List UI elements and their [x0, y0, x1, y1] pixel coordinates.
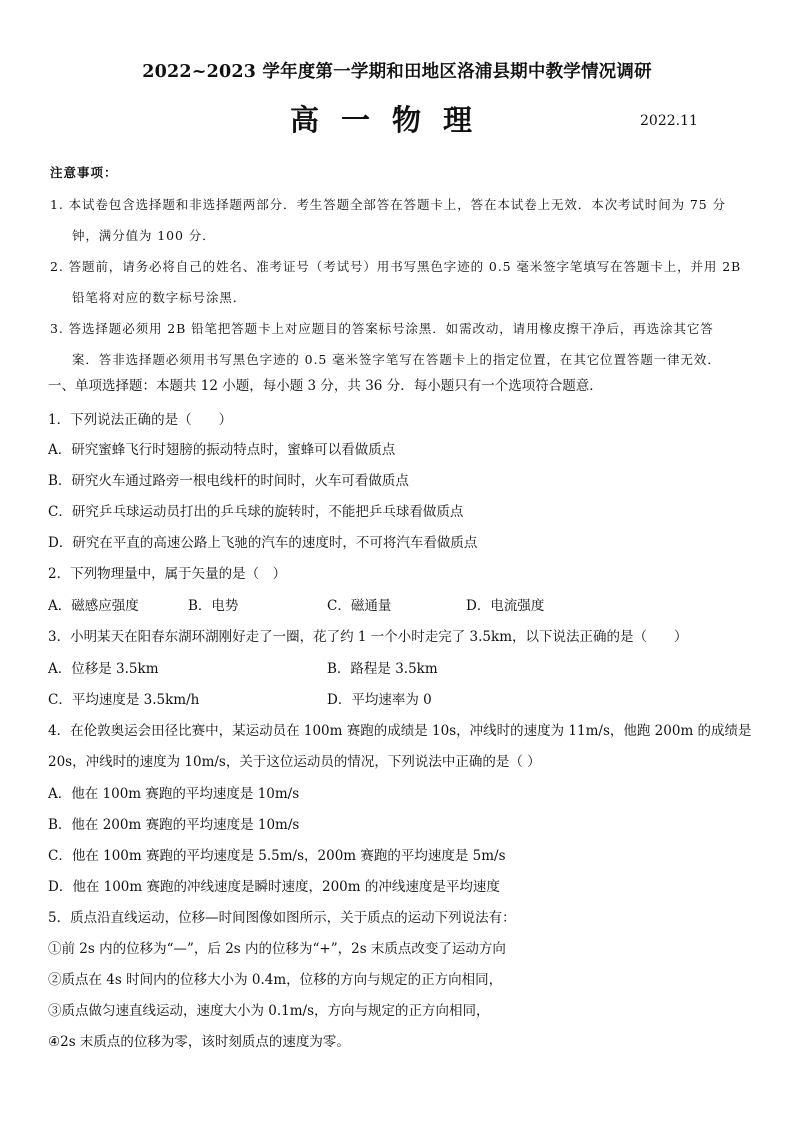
question-5-stem: 5．质点沿直线运动，位移—时间图像如图所示，关于质点的运动下列说法有： [48, 910, 516, 926]
question-4-option-d: D．他在 100m 赛跑的冲线速度是瞬时速度，200m 的冲线速度是平均速度 [48, 879, 500, 895]
question-1-option-d: D．研究在平直的高速公路上飞驰的汽车的速度时，不可将汽车看做质点 [48, 535, 478, 551]
question-1-option-b: B．研究火车通过路旁一根电线杆的时间时，火车可看做质点 [48, 473, 409, 489]
question-3-option-a: A．位移是 3.5km [48, 661, 159, 677]
subject-title: 高一物理 [290, 103, 495, 137]
notice-item-3-line-2: 案．答非选择题必须用书写黑色字迹的 0.5 毫米签字笔写在答题卡上的指定位置，在其它位置答题一律无效． [72, 352, 721, 367]
notice-item-1-line-2: 钟，满分值为 100 分． [72, 228, 216, 243]
question-2-option-c: C．磁通量 [327, 598, 392, 614]
question-3-stem: 3．小明某天在阳春东湖环湖刚好走了一圈，花了约 1 一个小时走完了 3.5km，以下说法正确的是（ ） [48, 629, 688, 645]
question-4-option-c: C．他在 100m 赛跑的平均速度是 5.5m/s，200m 赛跑的平均速度是 5m/s [48, 848, 506, 864]
question-5-statement-4: ④2s 末质点的位移为零，该时刻质点的速度为零。 [48, 1034, 350, 1050]
question-1-option-a: A．研究蜜蜂飞行时翅膀的振动特点时，蜜蜂可以看做质点 [48, 442, 396, 458]
notice-item-1-line-1: 1. 本试卷包含选择题和非选择题两部分．考生答题全部答在答题卡上，答在本试卷上无效．本次考试时间为 75 分 [50, 197, 726, 212]
notice-item-2-line-2: 铅笔将对应的数字标号涂黑． [72, 290, 247, 305]
question-4-stem-line-1: 4．在伦敦奥运会田径比赛中，某运动员在 100m 赛跑的成绩是 10s，冲线时的速度为 11m/s，他跑 200m 的成绩是 [48, 723, 752, 739]
question-3-option-b: B．路程是 3.5km [327, 661, 438, 677]
question-5-statement-3: ③质点做匀速直线运动，速度大小为 0.1m/s，方向与规定的正方向相同， [48, 1003, 490, 1019]
exam-title: 2022~2023 学年度第一学期和田地区洛浦县期中教学情况调研 [142, 62, 652, 82]
exam-date: 2022.11 [640, 113, 698, 129]
question-1-option-c: C．研究乒乓球运动员打出的乒乓球的旋转时，不能把乒乓球看做质点 [48, 504, 464, 520]
question-3-option-d: D．平均速率为 0 [327, 692, 432, 708]
question-3-option-c: C．平均速度是 3.5km/h [48, 692, 200, 708]
question-2-option-b: B．电势 [188, 598, 239, 614]
notice-heading: 注意事项： [50, 165, 118, 180]
question-5-statement-1: ①前 2s 内的位移为“—”，后 2s 内的位移为“+”，2s 末质点改变了运动方向 [48, 941, 506, 957]
question-4-stem-line-2: 20s，冲线时的速度为 10m/s，关于这位运动员的情况，下列说法中正确的是（ ） [48, 754, 541, 770]
question-4-option-a: A．他在 100m 赛跑的平均速度是 10m/s [48, 786, 300, 802]
question-5-statement-2: ②质点在 4s 时间内的位移大小为 0.4m，位移的方向与规定的正方向相同， [48, 972, 503, 988]
question-1-stem: 1．下列说法正确的是（ ） [48, 412, 233, 428]
question-4-option-b: B．他在 200m 赛跑的平均速度是 10m/s [48, 817, 300, 833]
question-2-stem: 2．下列物理量中，属于矢量的是（ ） [48, 566, 287, 582]
section-heading: 一、单项选择题：本题共 12 小题，每小题 3 分，共 36 分．每小题只有一个选项符合题意． [48, 378, 603, 394]
question-2-option-d: D．电流强度 [466, 598, 545, 614]
notice-item-2-line-1: 2. 答题前，请务必将自己的姓名、准考证号（考试号）用书写黑色字迹的 0.5 毫米签字笔填写在答题卡上，并用 2B [50, 259, 742, 274]
notice-item-3-line-1: 3. 答选择题必须用 2B 铅笔把答题卡上对应题目的答案标号涂黑．如需改动，请用橡皮擦干净后，再选涂其它答 [50, 321, 714, 336]
question-2-option-a: A．磁感应强度 [48, 598, 139, 614]
